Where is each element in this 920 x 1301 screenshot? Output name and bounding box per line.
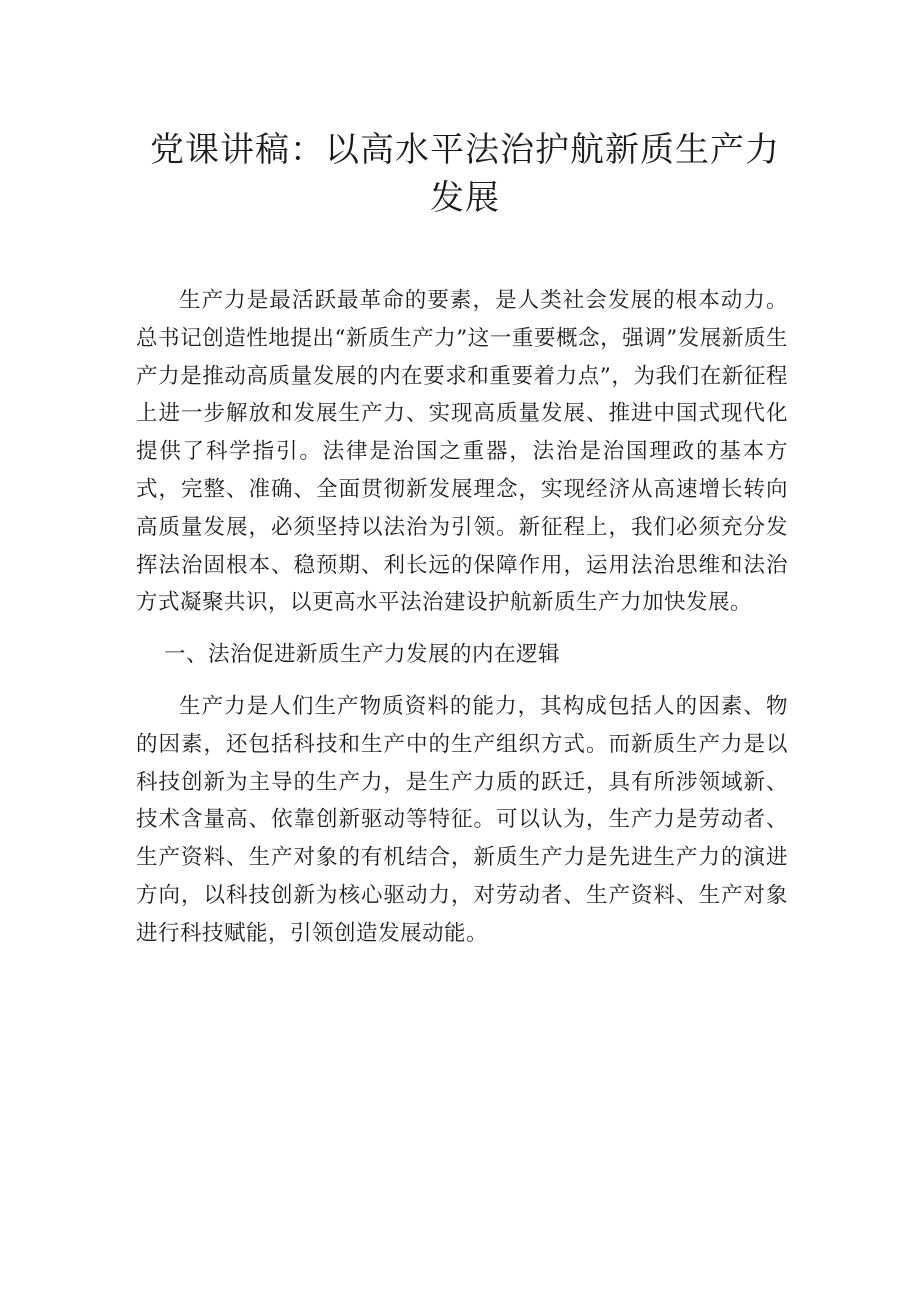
document-title: 党课讲稿：以高水平法治护航新质生产力发展 [150,130,780,218]
paragraph-gap [136,622,788,636]
section-heading: 一、法治促进新质生产力发展的内在逻辑 [163,642,560,668]
paragraph-gap [136,674,788,688]
paragraph-intro: 生产力是最活跃最革命的要素，是人类社会发展的根本动力。总书记创造性地提出“新质生产力”这一重要概念，强调”发展新质生产力是推动高质量发展的内在要求和重要着力点”，为我们在新征程上进一步解放和发展生产力、实现高质量发展、推进中国式现代化提供了科学指引。法律是治国之重器，法治是治国理政的基本方式，完整、准确、全面贯彻新发展理念，实现经济从高速增长转向高质量发展，必须坚持以法治为引领。新征程上，我们必须充分发挥法治固根本、稳预期、利长远的保障作用，运用法治思维和法治方式凝聚共识，以更高水平法治建设护航新质生产力加快发展。 [136,288,788,616]
paragraph-section-1: 生产力是人们生产物质资料的能力，其构成包括人的因素、物的因素，还包括科技和生产中的生产组织方式。而新质生产力是以科技创新为主导的生产力，是生产力质的跃迁，具有所涉领域新、技术含量高、依靠创新驱动等特征。可以认为，生产力是劳动者、生产资料、生产对象的有机结合，新质生产力是先进生产力的演进方向，以科技创新为核心驱动力，对劳动者、生产资料、生产对象进行科技赋能，引领创造发展动能。 [136,693,788,946]
document-body [136,282,788,953]
